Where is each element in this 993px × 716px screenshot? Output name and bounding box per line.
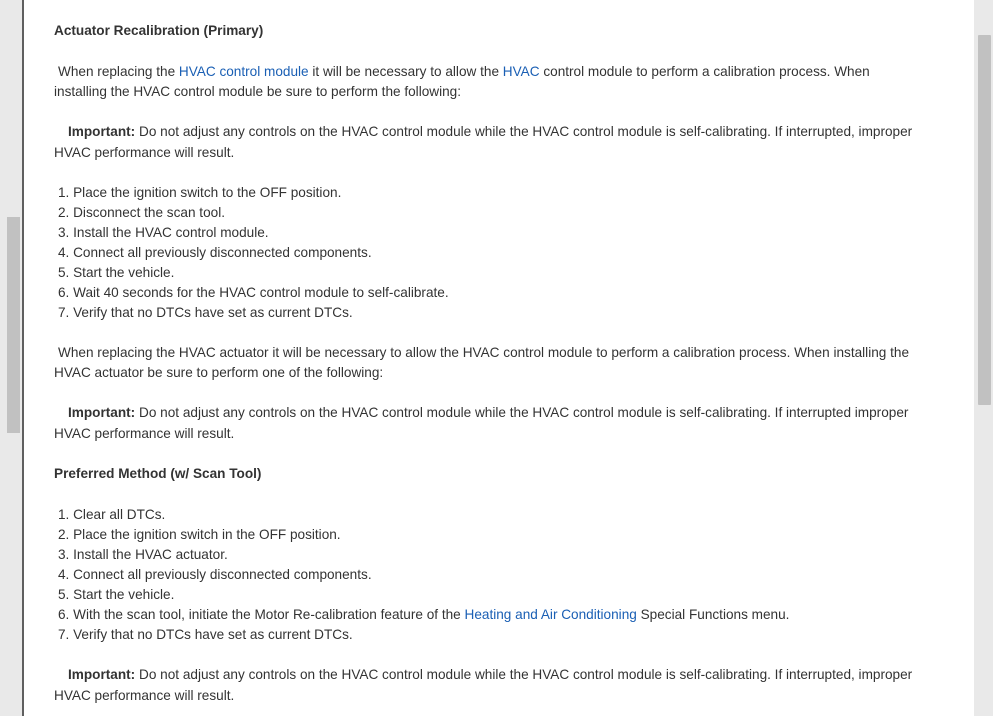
list-item: 1. Place the ignition switch to the OFF position. (58, 185, 342, 200)
important-note-3-line2: HVAC performance will result. (54, 688, 235, 703)
important-note-2-line2: HVAC performance will result. (54, 426, 235, 441)
intro-paragraph (54, 62, 958, 82)
step-text: Special Functions menu. (636, 607, 790, 622)
list-item: 5. Start the vehicle. (58, 265, 175, 280)
list-item: 7. Verify that no DTCs have set as current DTCs. (58, 305, 353, 320)
important-text: Do not adjust any controls on the HVAC control module while the HVAC control module is self-calibrating. If interrupted improper (135, 405, 909, 420)
important-text: Do not adjust any controls on the HVAC control module while the HVAC control module is self-calibrating. If interrupted, improper (135, 124, 913, 139)
actuator-intro-line2: HVAC actuator be sure to perform one of the following: (54, 365, 384, 380)
important-label: Important: (68, 124, 136, 139)
hvac-control-module-link[interactable]: HVAC control module (178, 64, 309, 79)
intro-text: When replacing the (58, 64, 179, 79)
list-item: 2. Place the ignition switch in the OFF position. (58, 527, 341, 542)
list-item: 7. Verify that no DTCs have set as current DTCs. (58, 627, 353, 642)
important-note-1 (54, 122, 968, 142)
page-scrollbar-thumb[interactable] (978, 35, 991, 405)
hvac-link[interactable]: HVAC (502, 64, 540, 79)
list-item: 4. Connect all previously disconnected components. (58, 245, 372, 260)
important-note-1-line2: HVAC performance will result. (54, 145, 235, 160)
page-scrollbar[interactable] (974, 0, 993, 716)
intro-text: control module to perform a calibration process. When (539, 64, 870, 79)
list-item: 4. Connect all previously disconnected components. (58, 567, 372, 582)
important-label: Important: (68, 667, 136, 682)
list-item: 6. Wait 40 seconds for the HVAC control module to self-calibrate. (58, 285, 449, 300)
heating-and-air-conditioning-link[interactable]: Heating and Air Conditioning (464, 607, 637, 622)
list-item: 2. Disconnect the scan tool. (58, 205, 225, 220)
section-title: Actuator Recalibration (Primary) (54, 23, 264, 38)
list-item: 3. Install the HVAC control module. (58, 225, 269, 240)
outer-scrollbar-thumb[interactable] (7, 217, 20, 433)
list-item (54, 605, 789, 625)
intro-text: it will be necessary to allow the (308, 64, 503, 79)
intro-line2: installing the HVAC control module be sure to perform the following: (54, 84, 462, 99)
important-label: Important: (68, 405, 136, 420)
list-item: 5. Start the vehicle. (58, 587, 175, 602)
preferred-method-title: Preferred Method (w/ Scan Tool) (54, 466, 262, 481)
steps-list-1 (54, 183, 449, 323)
important-note-2 (54, 403, 968, 423)
list-item: 3. Install the HVAC actuator. (58, 547, 228, 562)
actuator-intro: When replacing the HVAC actuator it will be necessary to allow the HVAC control module to perform a calibration process. When installing the (58, 345, 910, 360)
important-note-3 (54, 665, 968, 685)
document-page (24, 0, 974, 716)
outer-scrollbar[interactable] (0, 0, 22, 716)
steps-list-2 (54, 505, 789, 645)
list-item: 1. Clear all DTCs. (58, 507, 166, 522)
step-text: 6. With the scan tool, initiate the Motor Re-calibration feature of the (58, 607, 465, 622)
important-text: Do not adjust any controls on the HVAC control module while the HVAC control module is self-calibrating. If interrupted, improper (135, 667, 913, 682)
